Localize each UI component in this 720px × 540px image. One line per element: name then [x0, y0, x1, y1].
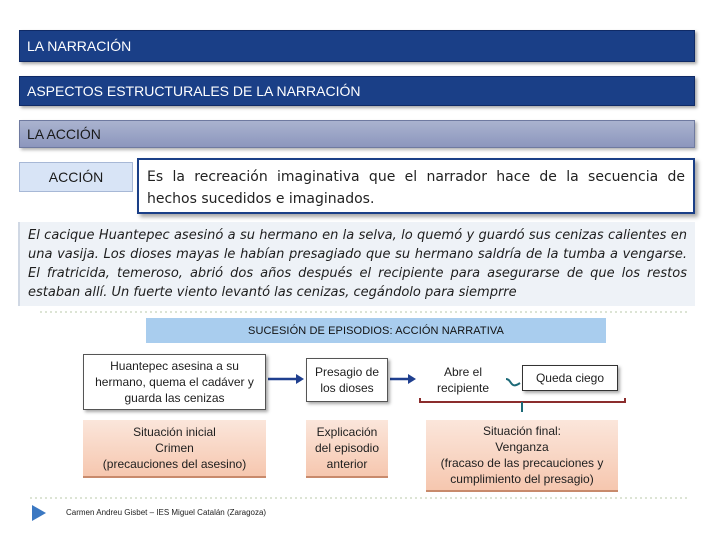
node-explanation	[306, 420, 388, 478]
connector-3-4	[506, 379, 520, 385]
definition-label: ACCIÓN	[19, 162, 133, 192]
section-title: LA ACCIÓN	[27, 126, 101, 142]
node-event-4	[522, 365, 618, 391]
page-subtitle: ASPECTOS ESTRUCTURALES DE LA NARRACIÓN	[27, 83, 361, 99]
footer-credit: Carmen Andreu Gisbet – IES Miguel Catalán (Zaragoza)	[66, 508, 267, 517]
node-final-situation	[426, 420, 618, 492]
page-title: LA NARRACIÓN	[27, 38, 132, 54]
definition-text: Es la recreación imaginativa que el narrador hace de la secuencia de hechos sucedidos e imaginados.	[137, 158, 695, 214]
arrow-head-1-2	[296, 374, 304, 384]
node-event-1	[83, 354, 266, 410]
node-event-3-text: Abre el recipiente	[436, 365, 490, 395]
node-event-2	[306, 358, 388, 402]
node-event-2-text: Presagio de los dioses	[314, 365, 380, 395]
node-explanation-text: Explicación del episodio anterior	[314, 425, 380, 471]
arrow-head-2-3	[408, 374, 416, 384]
episodes-title: SUCESIÓN DE EPISODIOS: ACCIÓN NARRATIVA	[146, 318, 606, 343]
node-final-situation-text: Situación final: Venganza (fracaso de las precauciones y cumplimiento del presagio)	[440, 424, 604, 486]
node-initial-situation-text: Situación inicial Crimen (precauciones del asesino)	[102, 425, 247, 471]
node-event-1-text: Huantepec asesina a su hermano, quema el cadáver y guarda las cenizas	[95, 359, 254, 405]
node-initial-situation	[83, 420, 266, 478]
footer-triangle-icon	[32, 505, 46, 521]
node-event-3	[420, 360, 506, 400]
node-event-4-text: Queda ciego	[535, 371, 605, 385]
example-paragraph: El cacique Huantepec asesinó a su hermano en la selva, lo quemó y guardó sus cenizas calientes en una vasija. Los dioses mayas le habían presagiado que su hermano saldría de la tumba a vengarse. El fratricida, temeroso, abrió dos años después el recipiente para asegurarse de que los restos estaban allí. Un fuerte viento levantó las cenizas, cegándolo para siemprre	[18, 222, 695, 306]
